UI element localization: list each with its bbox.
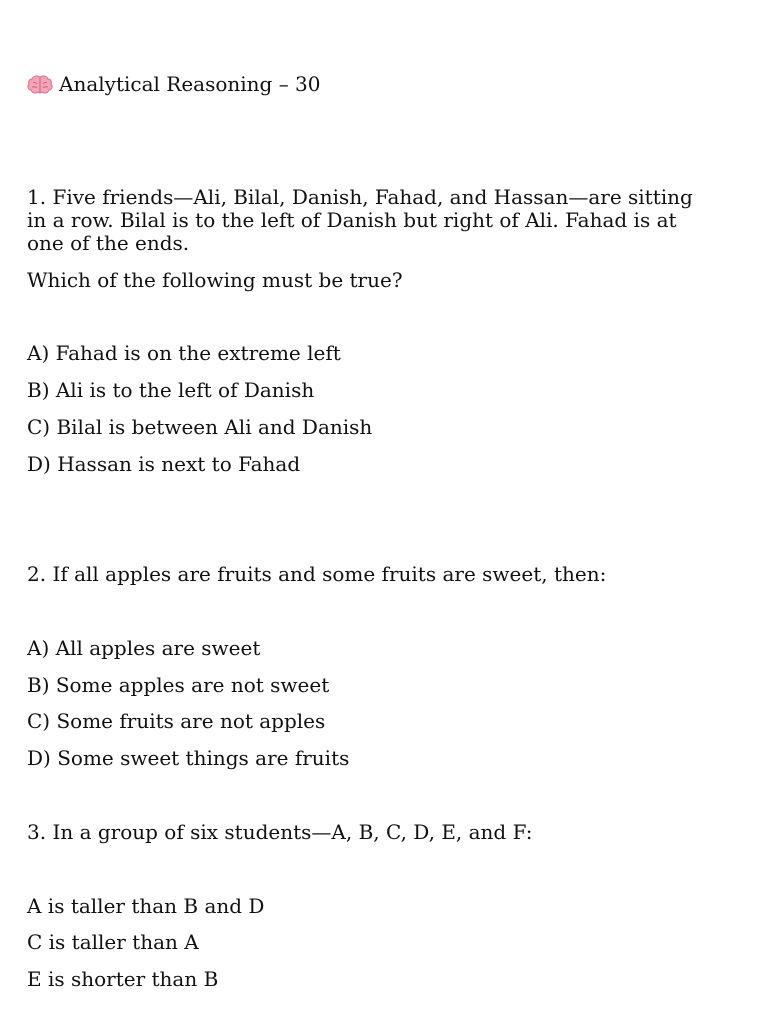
question-1-stem: 1. Five friends—Ali, Bilal, Danish, Fahad, and Hassan—are sitting in a row. Bilal is to the left of Danish but right of Ali. Fahad is at one of the ends. <box>27 185 693 255</box>
question-3-stem: 3. In a group of six students—A, B, C, D, E, and F: <box>27 820 533 844</box>
question-1-option-a: A) Fahad is on the extreme left <box>27 341 341 365</box>
question-3-statement-2: C is taller than A <box>27 930 199 954</box>
question-2-stem: 2. If all apples are fruits and some fruits are sweet, then: <box>27 562 607 586</box>
question-2-option-a: A) All apples are sweet <box>27 636 261 660</box>
question-1-prompt: Which of the following must be true? <box>27 268 403 292</box>
title-text: Analytical Reasoning – 30 <box>59 72 321 96</box>
question-1-option-d: D) Hassan is next to Fahad <box>27 452 301 476</box>
question-2-option-c: C) Some fruits are not apples <box>27 709 326 733</box>
question-3-statement-3: E is shorter than B <box>27 967 219 991</box>
question-1-option-c: C) Bilal is between Ali and Danish <box>27 415 373 439</box>
question-3-statement-1: A is taller than B and D <box>27 894 265 918</box>
question-2-option-b: B) Some apples are not sweet <box>27 673 330 697</box>
page-title <box>27 73 321 96</box>
brain-icon <box>27 74 53 96</box>
question-1-option-b: B) Ali is to the left of Danish <box>27 378 315 402</box>
question-2-option-d: D) Some sweet things are fruits <box>27 746 350 770</box>
